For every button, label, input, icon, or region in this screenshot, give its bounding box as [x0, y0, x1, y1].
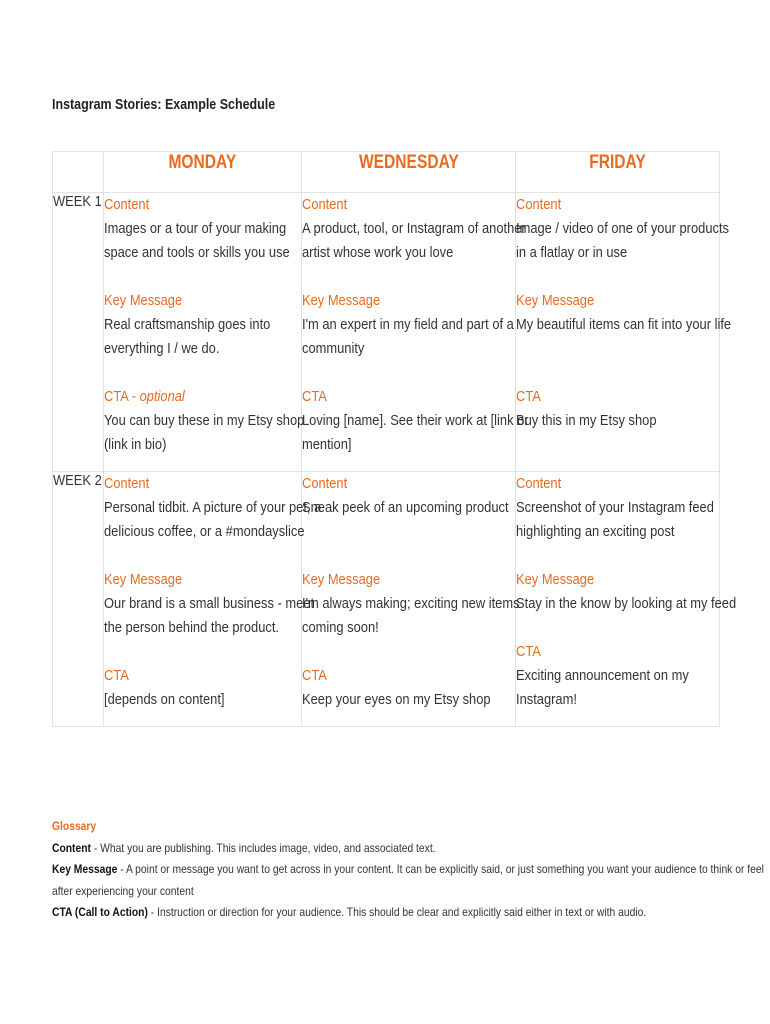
content-text: Sneak peek of an upcoming product	[302, 499, 509, 516]
day-header-wednesday: WEDNESDAY	[302, 152, 516, 193]
glossary-term: Key Message	[52, 862, 118, 876]
cta-text: Exciting announcement on my	[516, 667, 689, 684]
key-message-label: Key Message	[104, 292, 183, 309]
cta-block	[302, 664, 515, 712]
key-message-block	[516, 289, 732, 361]
content-text: Images or a tour of your making	[104, 220, 287, 237]
cta-label: CTA - optional	[104, 388, 185, 405]
cta-text: (link in bio)	[104, 436, 167, 453]
content-block	[302, 472, 515, 544]
cta-text: mention]	[302, 436, 352, 453]
glossary-definition: - What you are publishing. This includes image, video, and associated text.	[90, 840, 436, 855]
schedule-cell-week2-monday	[104, 472, 322, 727]
content-text: highlighting an exciting post	[516, 523, 675, 540]
glossary-term: Content	[52, 840, 91, 855]
content-label: Content	[302, 475, 348, 492]
schedule-cell-week1-wednesday	[302, 193, 529, 472]
key-message-block	[104, 289, 301, 361]
content-text	[302, 520, 485, 544]
week-label: WEEK 2	[53, 472, 104, 727]
key-message-text: My beautiful items can fit into your life	[516, 316, 732, 333]
cta-block	[104, 385, 305, 457]
cta-label: CTA	[516, 388, 541, 405]
content-text: Screenshot of your Instagram feed	[516, 499, 714, 516]
schedule-table	[52, 151, 737, 727]
key-message-text: coming soon!	[302, 619, 379, 636]
glossary-item	[52, 902, 654, 924]
cta-label: CTA	[516, 643, 541, 660]
day-header-monday: MONDAY	[104, 152, 302, 193]
key-message-text: I'm an expert in my field and part of a	[302, 316, 514, 333]
content-label: Content	[104, 196, 150, 213]
week-row	[53, 193, 720, 472]
key-message-block	[516, 568, 737, 616]
glossary-item	[52, 859, 764, 881]
glossary	[52, 816, 764, 924]
schedule-cell-week1-monday	[104, 193, 305, 472]
content-block	[302, 193, 526, 265]
schedule-cell-week2-wednesday	[302, 472, 520, 727]
schedule-cell-week2-friday	[516, 472, 737, 727]
key-message-label: Key Message	[302, 292, 381, 309]
content-text: Personal tidbit. A picture of your pet, a	[104, 499, 322, 516]
cta-optional-label: optional	[139, 388, 185, 405]
day-header-friday: FRIDAY	[516, 152, 720, 193]
content-text: artist whose work you love	[302, 244, 454, 261]
key-message-block	[104, 568, 315, 640]
key-message-label: Key Message	[302, 571, 381, 588]
key-message-text: Stay in the know by looking at my feed	[516, 595, 737, 612]
page-title: Instagram Stories: Example Schedule	[52, 97, 276, 113]
schedule-cell-week1-friday	[516, 193, 732, 472]
cta-block	[516, 385, 719, 433]
key-message-label: Key Message	[104, 571, 183, 588]
key-message-text: community	[302, 340, 365, 357]
content-block	[516, 472, 719, 544]
glossary-definition-continued: after experiencing your content	[52, 883, 194, 898]
corner-cell	[53, 152, 104, 193]
glossary-item	[52, 838, 654, 860]
cta-label: CTA	[104, 667, 129, 684]
cta-text: Buy this in my Etsy shop	[516, 412, 657, 429]
content-label: Content	[302, 196, 348, 213]
cta-text: You can buy these in my Etsy shop	[104, 412, 305, 429]
key-message-text: I'm always making; exciting new items	[302, 595, 520, 612]
cta-text: Loving [name]. See their work at [link or	[302, 412, 529, 429]
content-block	[516, 193, 729, 265]
key-message-label: Key Message	[516, 571, 595, 588]
cta-text: [depends on content]	[104, 691, 225, 708]
content-label: Content	[516, 196, 562, 213]
content-block	[104, 472, 322, 544]
cta-text: Keep your eyes on my Etsy shop	[302, 691, 491, 708]
glossary-term: CTA (Call to Action)	[52, 905, 148, 919]
content-block	[104, 193, 301, 265]
content-label: Content	[516, 475, 562, 492]
key-message-label: Key Message	[516, 292, 595, 309]
glossary-definition: - Instruction or direction for your audience. This should be clear and explicitly said either in text or with audio.	[147, 905, 647, 919]
cta-block	[104, 664, 301, 712]
content-text: delicious coffee, or a #mondayslice	[104, 523, 305, 540]
glossary-definition: - A point or message you want to get across in your content. It can be explicitly said, or just something you want your audience to think or feel	[117, 862, 764, 876]
key-message-text: Our brand is a small business - meet	[104, 595, 315, 612]
content-text: in a flatlay or in use	[516, 244, 628, 261]
key-message-block	[302, 568, 520, 640]
key-message-text	[516, 337, 691, 361]
header-row	[53, 152, 720, 193]
week-label: WEEK 1	[53, 193, 104, 472]
cta-text: Instagram!	[516, 691, 577, 708]
content-text: Image / video of one of your products	[516, 220, 729, 237]
cta-label: CTA	[302, 667, 327, 684]
content-text: A product, tool, or Instagram of another	[302, 220, 526, 237]
key-message-text: Real craftsmanship goes into	[104, 316, 271, 333]
week-row	[53, 472, 720, 727]
glossary-title: Glossary	[52, 819, 97, 833]
content-label: Content	[104, 475, 150, 492]
key-message-text: everything I / we do.	[104, 340, 220, 357]
key-message-block	[302, 289, 515, 361]
cta-block	[302, 385, 529, 457]
cta-label: CTA	[302, 388, 327, 405]
key-message-text: the person behind the product.	[104, 619, 279, 636]
content-text: space and tools or skills you use	[104, 244, 290, 261]
cta-block	[516, 640, 719, 712]
